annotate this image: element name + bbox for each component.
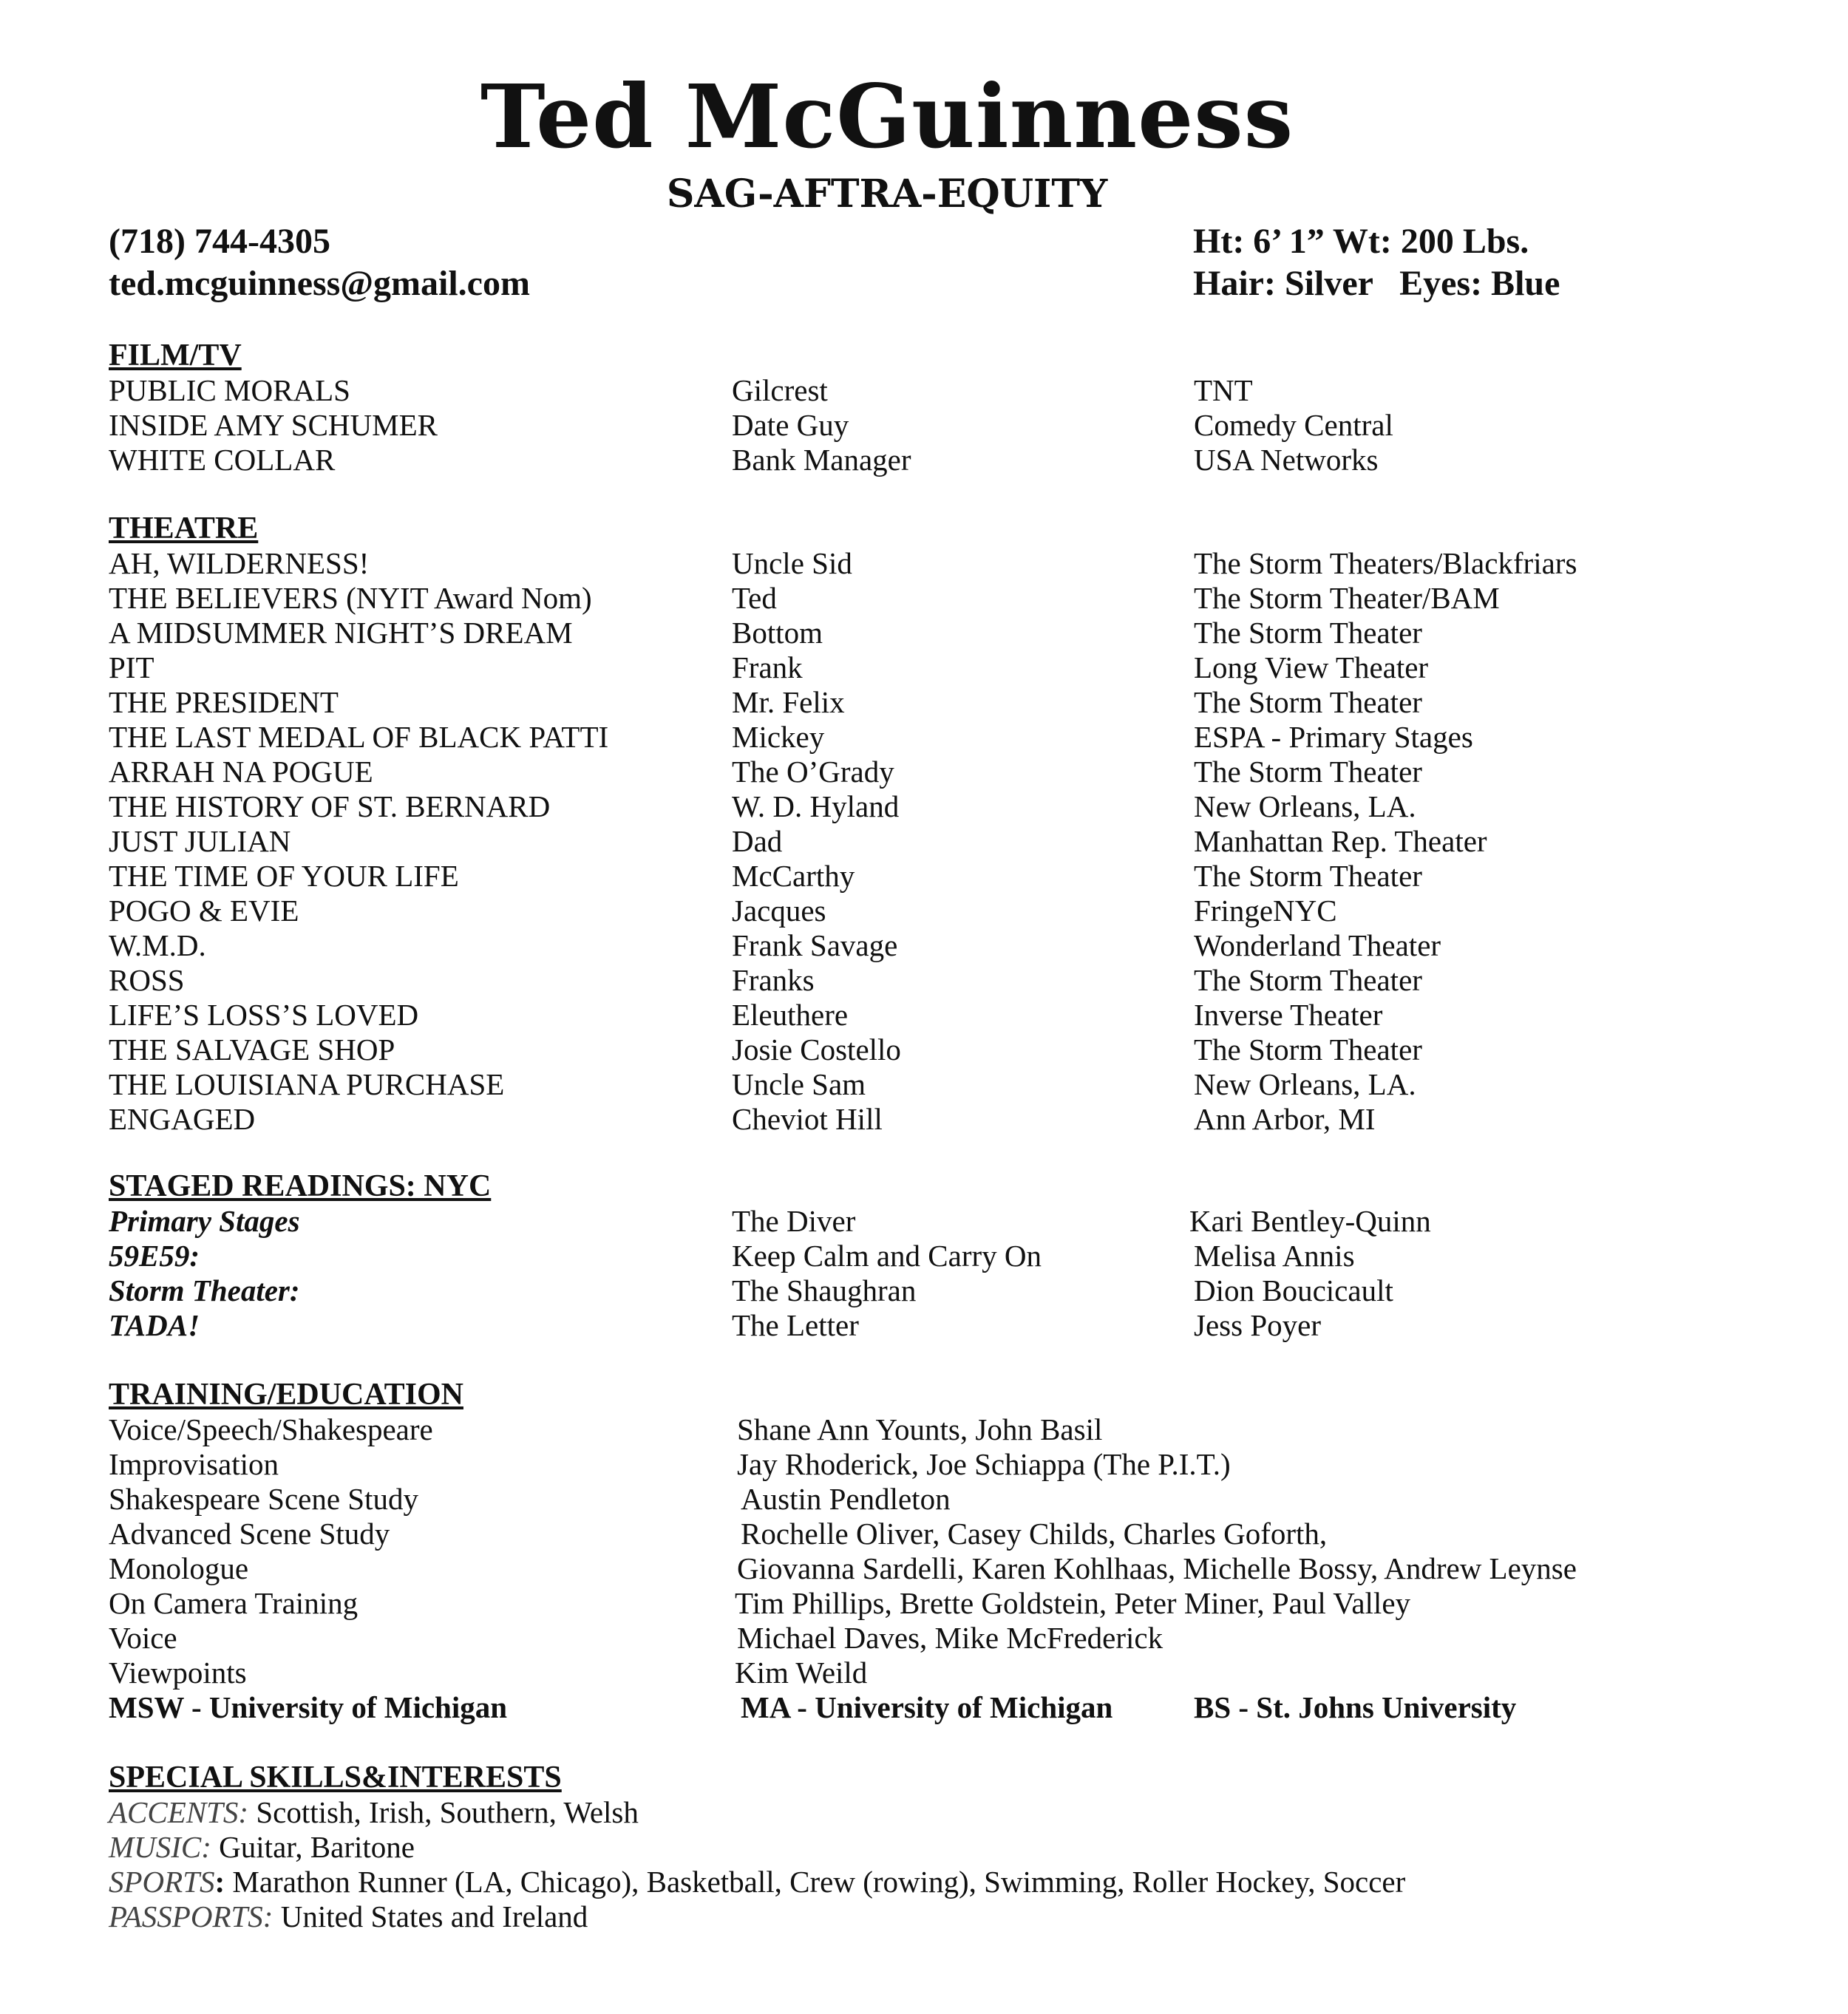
- degree-bs: BS - St. Johns University: [1194, 1690, 1517, 1724]
- staged-readings-heading: STAGED READINGS: NYC: [109, 1169, 492, 1203]
- skill-row: [109, 1899, 1772, 1934]
- credit-role: Cheviot Hill: [732, 1102, 883, 1136]
- film-tv-heading: FILM/TV: [109, 338, 242, 372]
- theatre-row: [109, 894, 1772, 928]
- credit-role: Dad: [732, 824, 783, 858]
- training-teachers: Tim Phillips, Brette Goldstein, Peter Miner, Paul Valley: [735, 1586, 1411, 1620]
- credit-title: JUST JULIAN: [109, 824, 291, 858]
- credit-title: THE HISTORY OF ST. BERNARD: [109, 789, 551, 823]
- credit-role: W. D. Hyland: [732, 789, 900, 823]
- training-subject: On Camera Training: [109, 1586, 359, 1620]
- hair-eyes: Hair: Silver Eyes: Blue: [1193, 264, 1560, 303]
- credit-title: THE LAST MEDAL OF BLACK PATTI: [109, 720, 609, 754]
- degrees-row: [109, 1690, 1772, 1725]
- height-weight: Ht: 6’ 1” Wt: 200 Lbs.: [1193, 222, 1529, 261]
- training-teachers: Michael Daves, Mike McFrederick: [737, 1621, 1164, 1655]
- credit-venue: New Orleans, LA.: [1194, 1067, 1416, 1101]
- theatre-section: [109, 511, 1772, 1137]
- training-row: [109, 1482, 1772, 1517]
- credit-venue: The Storm Theater: [1194, 616, 1422, 650]
- credit-venue: TNT: [1194, 373, 1253, 407]
- credit-role: The O’Grady: [732, 755, 894, 789]
- training-teachers: Rochelle Oliver, Casey Childs, Charles Goforth,: [741, 1517, 1328, 1551]
- film-tv-row: [109, 408, 1772, 443]
- credit-title: THE SALVAGE SHOP: [109, 1032, 395, 1066]
- reading-playwright: Jess Poyer: [1194, 1308, 1321, 1342]
- skill-value: Marathon Runner (LA, Chicago), Basketball, Crew (rowing), Swimming, Roller Hockey, Soccer: [225, 1865, 1406, 1899]
- credit-role: Date Guy: [732, 408, 849, 442]
- credit-role: Mr. Felix: [732, 685, 845, 719]
- credit-role: Franks: [732, 963, 815, 997]
- credit-venue: New Orleans, LA.: [1194, 789, 1416, 823]
- reading-play: The Letter: [732, 1308, 859, 1342]
- credit-role: Gilcrest: [732, 373, 828, 407]
- skill-value: Guitar, Baritone: [211, 1830, 415, 1864]
- reading-row: [109, 1308, 1772, 1343]
- theatre-heading: THEATRE: [109, 511, 259, 545]
- theatre-row: [109, 859, 1772, 894]
- training-heading: TRAINING/EDUCATION: [109, 1378, 463, 1412]
- theatre-row: [109, 1102, 1772, 1137]
- training-subject: Voice/Speech/Shakespeare: [109, 1412, 433, 1446]
- credit-venue: The Storm Theater: [1194, 859, 1422, 893]
- credit-venue: The Storm Theater: [1194, 1032, 1422, 1066]
- credit-venue: Ann Arbor, MI: [1194, 1102, 1376, 1136]
- theatre-row: [109, 720, 1772, 755]
- reading-venue: Primary Stages: [109, 1204, 300, 1238]
- credit-title: INSIDE AMY SCHUMER: [109, 408, 438, 442]
- credit-venue: FringeNYC: [1194, 894, 1337, 928]
- credit-title: AH, WILDERNESS!: [109, 546, 370, 580]
- credit-venue: USA Networks: [1194, 443, 1379, 477]
- skill-row: [109, 1795, 1772, 1830]
- training-teachers: Jay Rhoderick, Joe Schiappa (The P.I.T.): [737, 1447, 1231, 1481]
- training-row: [109, 1586, 1772, 1621]
- theatre-row: [109, 581, 1772, 616]
- training-subject: Advanced Scene Study: [109, 1517, 390, 1551]
- credit-venue: ESPA - Primary Stages: [1194, 720, 1473, 754]
- theatre-row: [109, 824, 1772, 859]
- skill-value: Scottish, Irish, Southern, Welsh: [248, 1795, 639, 1829]
- training-row: [109, 1621, 1772, 1656]
- theatre-row: [109, 755, 1772, 789]
- reading-play: The Shaughran: [732, 1273, 917, 1307]
- email-address: ted.mcguinness@gmail.com: [109, 264, 530, 303]
- skill-row: [109, 1865, 1772, 1899]
- credit-role: Mickey: [732, 720, 825, 754]
- credit-role: Bottom: [732, 616, 823, 650]
- training-subject: Shakespeare Scene Study: [109, 1482, 418, 1516]
- credit-title: LIFE’S LOSS’S LOVED: [109, 998, 419, 1032]
- credit-title: THE BELIEVERS (NYIT Award Nom): [109, 581, 592, 615]
- theatre-row: [109, 616, 1772, 650]
- reading-venue: 59E59:: [109, 1239, 200, 1273]
- training-row: [109, 1517, 1772, 1551]
- training-subject: Voice: [109, 1621, 177, 1655]
- training-teachers: Giovanna Sardelli, Karen Kohlhaas, Michelle Bossy, Andrew Leynse: [737, 1551, 1577, 1585]
- union-affiliation: SAG-AFTRA-EQUITY: [666, 171, 1108, 217]
- reading-row: [109, 1273, 1772, 1308]
- training-teachers: Shane Ann Younts, John Basil: [737, 1412, 1103, 1446]
- reading-row: [109, 1239, 1772, 1273]
- theatre-row: [109, 1032, 1772, 1067]
- reading-playwright: Kari Bentley-Quinn: [1189, 1204, 1431, 1238]
- credit-title: ARRAH NA POGUE: [109, 755, 373, 789]
- credit-role: Frank Savage: [732, 928, 898, 962]
- skill-separator: :: [214, 1865, 225, 1899]
- staged-readings-section: [109, 1169, 1772, 1343]
- training-row: [109, 1656, 1772, 1690]
- skill-label: SPORTS: [109, 1865, 215, 1899]
- credit-title: ROSS: [109, 963, 185, 997]
- theatre-row: [109, 928, 1772, 963]
- degree-msw: MSW - University of Michigan: [109, 1690, 508, 1724]
- film-tv-section: [109, 338, 1772, 477]
- training-subject: Viewpoints: [109, 1656, 247, 1690]
- credit-role: Eleuthere: [732, 998, 849, 1032]
- degree-ma: MA - University of Michigan: [741, 1690, 1113, 1724]
- credit-title: ENGAGED: [109, 1102, 256, 1136]
- theatre-row: [109, 546, 1772, 581]
- credit-title: POGO & EVIE: [109, 894, 299, 928]
- credit-role: Jacques: [732, 894, 826, 928]
- credit-venue: Manhattan Rep. Theater: [1194, 824, 1487, 858]
- training-row: [109, 1447, 1772, 1482]
- training-teachers: Kim Weild: [735, 1656, 868, 1690]
- skill-row: [109, 1830, 1772, 1865]
- skill-label: MUSIC:: [109, 1830, 211, 1864]
- credit-role: Ted: [732, 581, 777, 615]
- credit-title: THE LOUISIANA PURCHASE: [109, 1067, 505, 1101]
- skills-heading: SPECIAL SKILLS&INTERESTS: [109, 1760, 562, 1794]
- credit-role: Josie Costello: [732, 1032, 901, 1066]
- credit-venue: Inverse Theater: [1194, 998, 1383, 1032]
- theatre-row: [109, 685, 1772, 720]
- training-teachers: Austin Pendleton: [741, 1482, 951, 1516]
- credit-venue: The Storm Theater: [1194, 963, 1422, 997]
- credit-venue: The Storm Theater/BAM: [1194, 581, 1500, 615]
- skill-label: PASSPORTS:: [109, 1899, 274, 1933]
- credit-title: PIT: [109, 650, 154, 684]
- reading-playwright: Melisa Annis: [1194, 1239, 1355, 1273]
- credit-title: PUBLIC MORALS: [109, 373, 350, 407]
- credit-venue: Comedy Central: [1194, 408, 1393, 442]
- credit-role: Frank: [732, 650, 803, 684]
- credit-venue: The Storm Theater: [1194, 685, 1422, 719]
- reading-row: [109, 1204, 1772, 1239]
- reading-venue: Storm Theater:: [109, 1273, 300, 1307]
- credit-role: Uncle Sam: [732, 1067, 866, 1101]
- theatre-row: [109, 650, 1772, 685]
- training-row: [109, 1551, 1772, 1586]
- skill-label: ACCENTS:: [109, 1795, 249, 1829]
- credit-title: WHITE COLLAR: [109, 443, 336, 477]
- training-subject: Improvisation: [109, 1447, 279, 1481]
- film-tv-row: [109, 443, 1772, 477]
- reading-venue: TADA!: [109, 1308, 200, 1342]
- theatre-row: [109, 789, 1772, 824]
- skills-section: [109, 1760, 1772, 1934]
- phone-number: (718) 744-4305: [109, 222, 330, 261]
- training-section: [109, 1378, 1772, 1725]
- credit-venue: The Storm Theater: [1194, 755, 1422, 789]
- training-subject: Monologue: [109, 1551, 249, 1585]
- film-tv-row: [109, 373, 1772, 408]
- credit-role: McCarthy: [732, 859, 855, 893]
- credit-venue: The Storm Theaters/Blackfriars: [1194, 546, 1577, 580]
- theatre-row: [109, 963, 1772, 998]
- credit-role: Bank Manager: [732, 443, 911, 477]
- skill-value: United States and Ireland: [273, 1899, 588, 1933]
- reading-play: The Diver: [732, 1204, 856, 1238]
- credit-title: A MIDSUMMER NIGHT’S DREAM: [109, 616, 573, 650]
- credit-title: W.M.D.: [109, 928, 206, 962]
- theatre-row: [109, 998, 1772, 1032]
- credit-venue: Long View Theater: [1194, 650, 1429, 684]
- credit-title: THE PRESIDENT: [109, 685, 339, 719]
- credit-venue: Wonderland Theater: [1194, 928, 1441, 962]
- credit-title: THE TIME OF YOUR LIFE: [109, 859, 459, 893]
- credit-role: Uncle Sid: [732, 546, 852, 580]
- reading-play: Keep Calm and Carry On: [732, 1239, 1042, 1273]
- theatre-row: [109, 1067, 1772, 1102]
- actor-name: Ted McGuinness: [480, 65, 1294, 168]
- training-row: [109, 1412, 1772, 1447]
- reading-playwright: Dion Boucicault: [1194, 1273, 1393, 1307]
